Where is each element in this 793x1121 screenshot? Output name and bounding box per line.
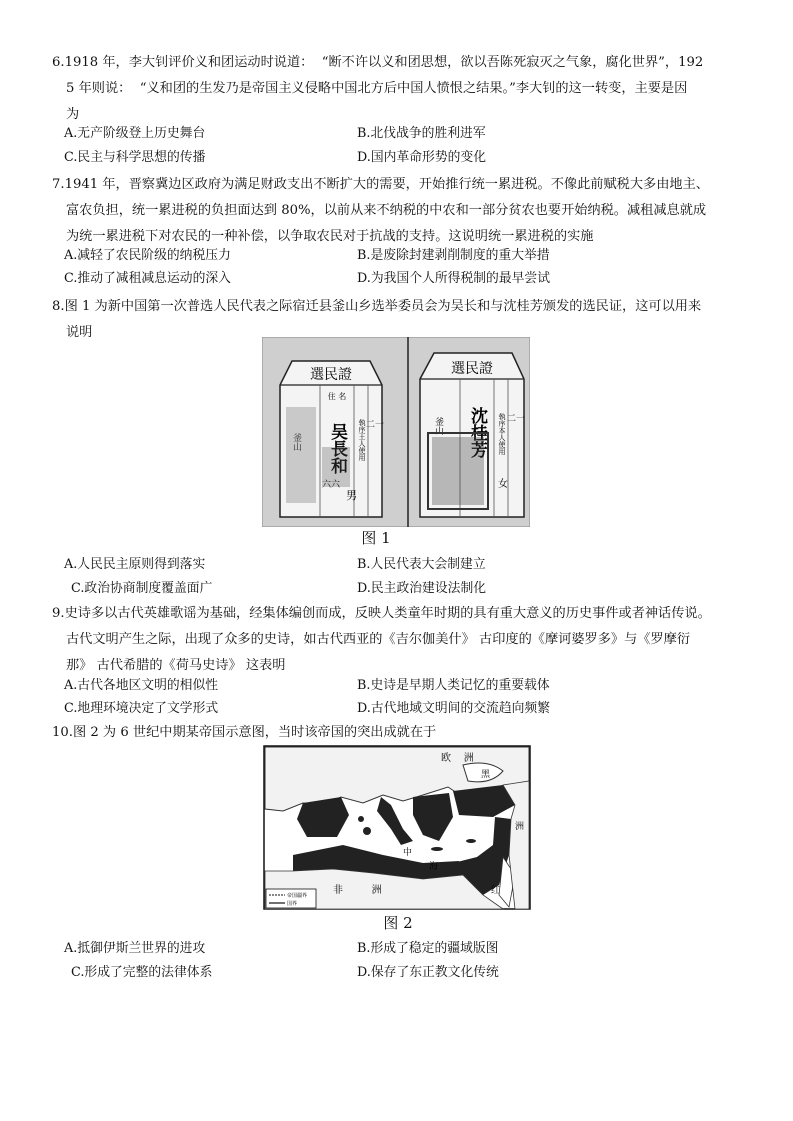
question-7-line-1: 7.1941 年，晋察冀边区政府为满足财政支出不断扩大的需要，开始推行统一累进税。不像此前赋税大多由地主、	[52, 177, 709, 192]
card-left-name: 吴長和	[327, 423, 347, 474]
question-7-line-2: 富农负担，统一累进税的负担面达到 80%，以前从来不纳税的中农和一部分贫农也要开始纳税。减租减息就成	[66, 203, 707, 218]
q9-option-d[interactable]: D.古代地域文明间的交流趋向频繁	[357, 701, 551, 716]
q7-option-b[interactable]: B.是废除封建剥削制度的重大举措	[357, 248, 550, 263]
q8-option-d[interactable]: D.民主政治建设法制化	[357, 581, 487, 596]
q10-option-d[interactable]: D.保存了东正教文化传统	[357, 965, 499, 980]
card-right-vertical-text: 執序本人使用	[498, 413, 506, 455]
q9-option-b[interactable]: B.史诗是早期人类记忆的重要载体	[357, 678, 550, 693]
q6-option-d[interactable]: D.国内革命形势的变化	[357, 150, 487, 165]
card-left-vertical-text: 執序王人使用	[358, 419, 366, 461]
question-10-line-1: 10.图 2 为 6 世纪中期某帝国示意图，当时该帝国的突出成就在于	[52, 725, 437, 740]
card-left-serial: 二一	[365, 420, 385, 430]
map-label-mediterranean: 中	[403, 848, 413, 858]
q9-option-a[interactable]: A.古代各地区文明的相似性	[64, 678, 219, 693]
question-9	[52, 601, 752, 679]
figure-2-caption: 图 2	[383, 914, 413, 932]
q8-option-c[interactable]: C.政治协商制度覆盖面广	[71, 581, 213, 596]
map-label-europe: 欧 洲	[441, 753, 474, 764]
question-7	[52, 172, 752, 250]
q10-option-c[interactable]: C.形成了完整的法律体系	[71, 965, 213, 980]
legend-empire-border: 帝国疆界	[287, 893, 308, 899]
card-right-name: 沈桂芳	[467, 407, 487, 458]
question-9-line-2: 古代文明产生之际，出现了众多的史诗，如古代西亚的《吉尔伽美什》 古印度的《摩诃婆罗多》与《罗摩衍	[66, 632, 691, 647]
map-legend	[266, 889, 316, 908]
card-left-column-label: 住 名	[327, 392, 347, 401]
card-left-header: 選民證	[310, 367, 352, 383]
voter-card-right	[420, 353, 525, 517]
question-8-line-2: 说明	[66, 325, 93, 340]
q10-option-b[interactable]: B.形成了稳定的疆域版图	[357, 941, 499, 956]
legend-national-border: 国界	[287, 901, 298, 907]
question-6-line-3: 为	[66, 107, 80, 122]
card-right-extra: 女	[498, 479, 508, 490]
question-9-line-3: 那》 古代希腊的《荷马史诗》 这表明	[66, 658, 286, 673]
card-right-side-text: 釜山	[433, 417, 443, 435]
card-right-header: 選民證	[451, 361, 493, 377]
question-9-line-1: 9.史诗多以古代英雄歌谣为基础，经集体编创而成，反映人类童年时期的具有重大意义的历史事件或者神话传说。	[52, 606, 711, 621]
map-label-africa: 非 洲	[333, 885, 382, 896]
figure-1-caption: 图 1	[361, 529, 391, 547]
q10-option-a[interactable]: A.抵御伊斯兰世界的进攻	[64, 941, 206, 956]
q6-option-c[interactable]: C.民主与科学思想的传播	[64, 150, 206, 165]
card-left-extra: 男	[346, 489, 357, 502]
voter-card-left	[280, 361, 384, 517]
q7-option-d[interactable]: D.为我国个人所得税制的最早尝试	[357, 271, 551, 286]
map-label-sea: 海	[429, 862, 439, 872]
q7-option-c[interactable]: C.推动了减租减息运动的深入	[64, 271, 231, 286]
figure-1-voter-cards	[262, 337, 530, 527]
card-left-side-text: 釜山	[291, 433, 301, 451]
q8-option-b[interactable]: B.人民代表大会制建立	[357, 557, 486, 572]
map-label-black-sea: 黑	[481, 770, 491, 780]
question-6-line-2: 5 年则说： “义和团的生发乃是帝国主义侵略中国北方后中国人愤恨之结果。”李大钊的这一转变，主要是因	[66, 81, 688, 96]
q8-option-a[interactable]: A.人民民主原则得到落实	[64, 557, 206, 572]
question-6-line-1: 6.1918 年，李大钊评价义和团运动时说道： “断不许以义和团思想，欲以吾陈死寂灭之气象，腐化世界”，192	[52, 55, 704, 70]
card-right-serial: 二一	[506, 414, 526, 424]
map-label-asia: 洲	[515, 822, 525, 832]
q6-option-a[interactable]: A.无产阶级登上历史舞台	[64, 126, 206, 141]
question-8-line-1: 8.图 1 为新中国第一次普选人民代表之际宿迁县釜山乡选举委员会为吴长和与沈桂芳颁发的选民证，这可以用来	[52, 299, 702, 314]
card-left-age: 六六	[322, 480, 341, 490]
q7-option-a[interactable]: A.减轻了农民阶级的纳税压力	[64, 248, 231, 263]
q6-option-b[interactable]: B.北伐战争的胜利进军	[357, 126, 486, 141]
question-10	[52, 720, 752, 746]
map-label-red-sea: 红	[491, 886, 501, 896]
q9-option-c[interactable]: C.地理环境决定了文学形式	[64, 701, 219, 716]
question-7-line-3: 为统一累进税下对农民的一种补偿，以争取农民对于抗战的支持。这说明统一累进税的实施	[66, 229, 594, 244]
question-6	[52, 50, 752, 128]
figure-2-empire-map	[263, 745, 531, 910]
